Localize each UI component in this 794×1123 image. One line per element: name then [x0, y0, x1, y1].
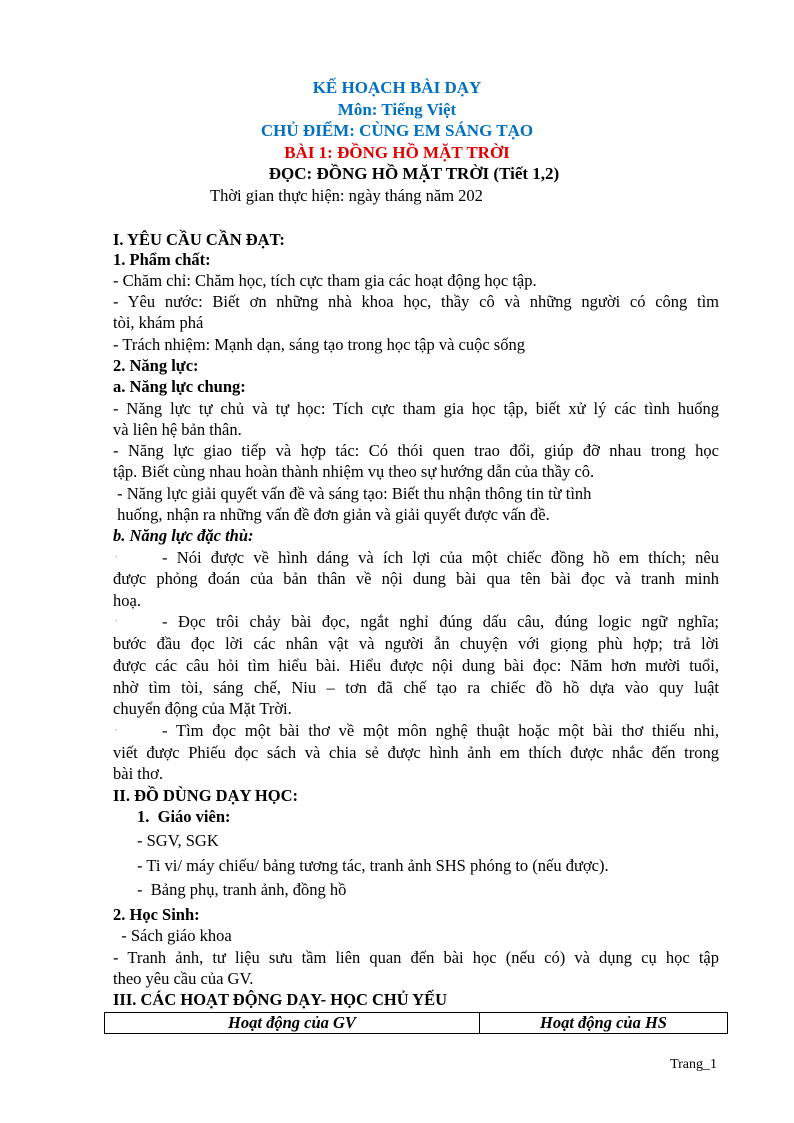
specific-competence-heading: b. Năng lực đặc thù: [113, 526, 254, 545]
specific-competence-3b: viết được Phiếu đọc sách và chia sẻ được hình ảnh em thích được nhắc đến trong [113, 743, 719, 762]
column-teacher-activity: Hoạt động của GV [105, 1013, 480, 1034]
column-student-activity: Hoạt động của HS [480, 1013, 728, 1034]
table-header-row [105, 1013, 728, 1034]
student-heading: 2. Học Sinh: [113, 905, 200, 924]
section-2-heading: II. ĐỒ DÙNG DẠY HỌC: [113, 786, 299, 805]
specific-competence-2e: chuyển động của Mặt Trời. [113, 699, 292, 718]
section-3-heading: III. CÁC HOẠT ĐỘNG DẠY- HỌC CHỦ YẾU [113, 990, 448, 1009]
quality-patriotism-2: tòi, khám phá [113, 313, 204, 332]
specific-competence-2c: được các câu hỏi tìm hiểu bài. Hiểu được nội dung bài đọc: Năm hơn mười tuổi, [113, 656, 719, 675]
general-competence-2b: tập. Biết cùng nhau hoàn thành nhiệm vụ theo sự hướng dẫn của thầy cô. [113, 462, 595, 481]
quality-patriotism-1: - Yêu nước: Biết ơn những nhà khoa học, thầy cô và những người có công tìm [113, 292, 719, 311]
specific-competence-3a: - Tìm đọc một bài thơ về một môn nghệ thuật hoặc một bài thơ thiếu nhi, [162, 721, 719, 740]
bullet-marker: - [115, 616, 118, 625]
student-item-1: - Sách giáo khoa [113, 926, 232, 945]
plan-title: KẾ HOẠCH BÀI DẠY [312, 78, 482, 97]
specific-competence-2b: bước đầu đọc lời các nhân vật và người ẫn chuyện với giọng phù hợp; trả lời [113, 634, 719, 653]
bullet-marker: - [115, 725, 118, 734]
student-item-2b: theo yêu cầu của GV. [113, 969, 254, 988]
general-competence-1b: và liên hệ bản thân. [113, 420, 242, 439]
specific-competence-1b: được phỏng đoán của bản thân về nội dung bài qua tên bài đọc và tranh minh [113, 569, 719, 588]
quality-responsibility: - Trách nhiệm: Mạnh dạn, sáng tạo trong học tập và cuộc sống [113, 335, 525, 354]
page-number: Trang_1 [670, 1057, 717, 1072]
general-competence-heading: a. Năng lực chung: [113, 377, 246, 396]
general-competence-3a: - Năng lực giải quyết vấn đề và sáng tạo: Biết thu nhận thông tin từ tình [113, 484, 592, 503]
reading-title: ĐỌC: ĐỒNG HỒ MẶT TRỜI (Tiết 1,2) [268, 164, 560, 183]
quality-diligence: - Chăm chỉ: Chăm học, tích cực tham gia các hoạt động học tập. [113, 271, 537, 290]
student-item-2a: - Tranh ảnh, tư liệu sưu tầm liên quan đến bài học (nếu có) và dụng cụ học tập [113, 948, 719, 967]
specific-competence-2d: nhờ tìm tòi, sáng chế, Niu – tơn đã chế tạo ra chiếc đồ hồ dựa vào quy luật [113, 678, 719, 697]
bullet-marker: - [115, 552, 118, 561]
general-competence-3b: huống, nhận ra những vấn đề đơn giản và giải quyết được vấn đề. [113, 505, 550, 524]
specific-competence-1c: hoạ. [113, 591, 141, 610]
time-line: Thời gian thực hiện: ngày tháng năm 202 [210, 186, 483, 205]
subject-line: Môn: Tiếng Việt [337, 100, 457, 119]
qualities-heading: 1. Phẩm chất: [113, 250, 211, 269]
general-competence-2a: - Năng lực giao tiếp và hợp tác: Có thói quen trao đổi, giúp đỡ nhau trong học [113, 441, 719, 460]
section-1-heading: I. YÊU CẦU CẦN ĐẠT: [113, 230, 285, 249]
teacher-heading: 1. Giáo viên: [137, 807, 231, 826]
general-competence-1a: - Năng lực tự chủ và tự học: Tích cực tham gia học tập, biết xử lý các tình huống [113, 399, 719, 418]
competence-heading: 2. Năng lực: [113, 356, 199, 375]
teacher-item-1: - SGV, SGK [137, 831, 219, 850]
teacher-item-3: - Bảng phụ, tranh ảnh, đồng hồ [137, 880, 347, 899]
specific-competence-3c: bài thơ. [113, 764, 163, 783]
activities-table [104, 1012, 728, 1034]
specific-competence-2a: - Đọc trôi chảy bài đọc, ngắt nghỉ đúng dấu câu, đúng logic ngữ nghĩa; [162, 612, 719, 631]
teacher-item-2: - Ti vi/ máy chiếu/ bảng tương tác, tranh ảnh SHS phóng to (nếu được). [137, 856, 609, 875]
specific-competence-1a: - Nói được về hình dáng và ích lợi của một chiếc đồng hồ em thích; nêu [162, 548, 719, 567]
lesson-title: BÀI 1: ĐỒNG HỒ MẶT TRỜI [284, 143, 510, 162]
theme-line: CHỦ ĐIỂM: CÙNG EM SÁNG TẠO [260, 121, 534, 140]
